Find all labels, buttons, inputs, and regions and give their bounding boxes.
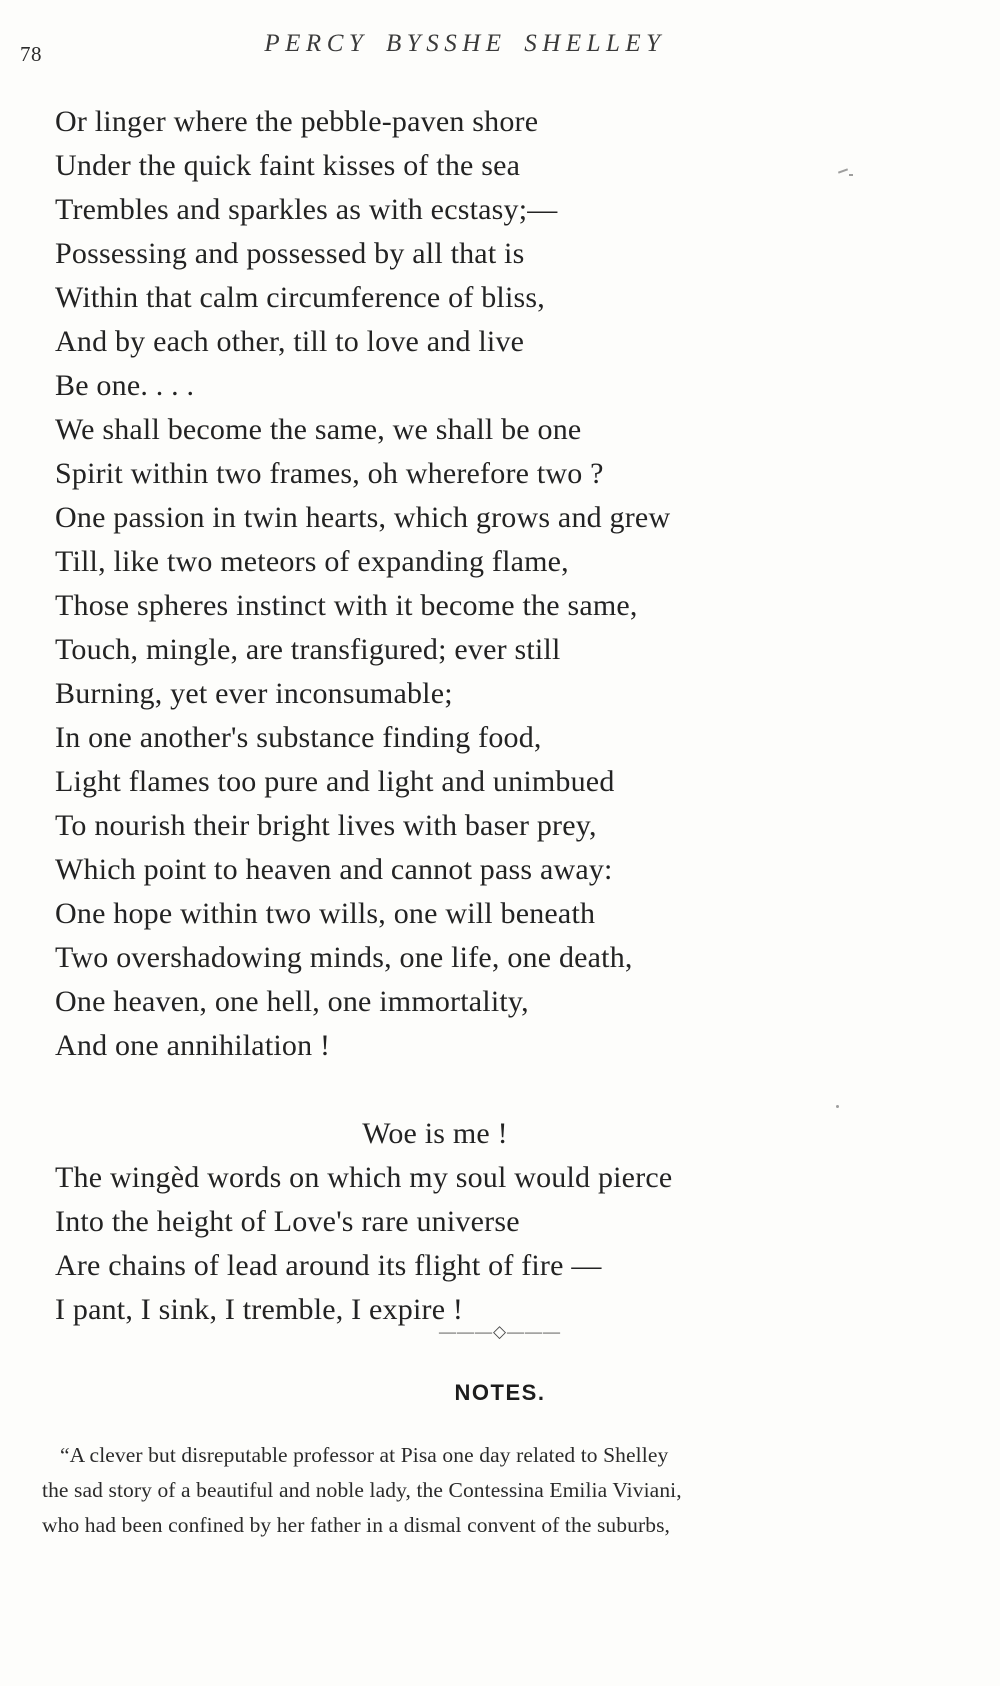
ink-speck (836, 1105, 839, 1108)
page-number: 78 (20, 42, 42, 66)
poem-line: One heaven, one hell, one immortality, (55, 985, 529, 1018)
poem-stanza-gap (55, 1068, 935, 1112)
note-line: “A clever but disreputable professor at Pisa one day related to Shelley (60, 1443, 669, 1467)
poem-line: And one annihilation ! (55, 1029, 331, 1062)
poem-line: In one another's substance finding food, (55, 721, 542, 754)
poem-line: Which point to heaven and cannot pass away: (55, 853, 613, 886)
poem-line: I pant, I sink, I tremble, I expire ! (55, 1293, 464, 1326)
running-head (0, 30, 1000, 70)
poem-body (55, 100, 935, 1332)
poem-line: Be one. . . . (55, 369, 195, 402)
poem-line: One hope within two wills, one will beneath (55, 897, 596, 930)
poem-line: We shall become the same, we shall be one (55, 413, 582, 446)
poem-line: Those spheres instinct with it become the same, (55, 589, 638, 622)
poem-line: Are chains of lead around its flight of fire — (55, 1249, 602, 1282)
poem-line: Till, like two meteors of expanding flame, (55, 545, 569, 578)
poem-line: One passion in twin hearts, which grows and grew (55, 501, 671, 534)
poem-line: Into the height of Love's rare universe (55, 1205, 520, 1238)
poem-line: The wingèd words on which my soul would pierce (55, 1161, 673, 1194)
note-line: who had been confined by her father in a dismal convent of the suburbs, (42, 1513, 671, 1537)
note-line: the sad story of a beautiful and noble lady, the Contessina Emilia Viviani, (42, 1478, 682, 1502)
poem-line: Light flames too pure and light and unimbued (55, 765, 615, 798)
notes-body (42, 1438, 957, 1543)
poem-exclamation-line: Woe is me ! (362, 1117, 508, 1150)
poem-line: Two overshadowing minds, one life, one death, (55, 941, 633, 974)
poem-line: Burning, yet ever inconsumable; (55, 677, 453, 710)
running-title: PERCY BYSSHE SHELLEY (264, 30, 666, 57)
section-ornament: ———◇——— (438, 1322, 562, 1341)
poem-line: Within that calm circumference of bliss, (55, 281, 545, 314)
poem-line: Under the quick faint kisses of the sea (55, 149, 521, 182)
poem-line: Or linger where the pebble-paven shore (55, 105, 539, 138)
poem-line: Trembles and sparkles as with ecstasy;— (55, 193, 558, 226)
poem-line: Touch, mingle, are transfigured; ever still (55, 633, 561, 666)
poem-line: And by each other, till to love and live (55, 325, 525, 358)
poem-line: Spirit within two frames, oh wherefore two ? (55, 457, 604, 490)
ink-speck (849, 174, 853, 176)
poem-line: Possessing and possessed by all that is (55, 237, 525, 270)
notes-heading: NOTES. (454, 1380, 546, 1405)
poem-line: To nourish their bright lives with baser prey, (55, 809, 597, 842)
